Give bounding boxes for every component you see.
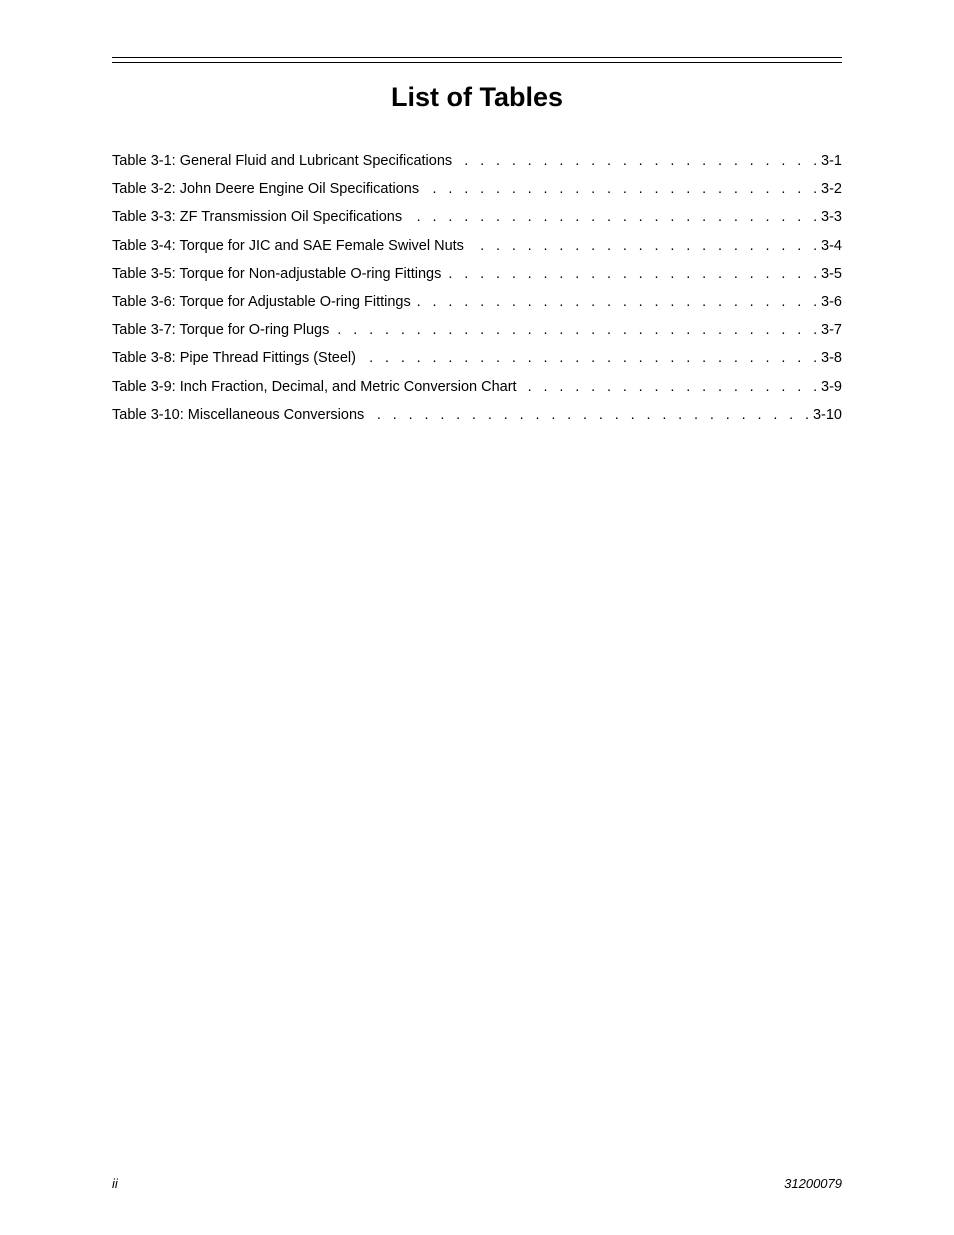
toc-entry[interactable] (112, 235, 842, 263)
dot-leader (415, 291, 821, 313)
dot-leader (456, 150, 821, 172)
toc-entry-page: 3-7 (821, 322, 842, 339)
footer-page-number: ii (112, 1176, 118, 1191)
toc-entry-label: Table 3-7: Torque for O-ring Plugs (112, 322, 330, 339)
footer-document-number: 31200079 (784, 1176, 842, 1191)
toc-entry-label: Table 3-2: John Deere Engine Oil Specifications (112, 181, 420, 198)
toc-entry-label: Table 3-9: Inch Fraction, Decimal, and Metric Conversion Chart (112, 378, 517, 395)
toc-entry-page: 3-6 (821, 293, 842, 310)
toc-entry-page: 3-1 (821, 153, 842, 169)
toc-entry[interactable] (112, 206, 842, 234)
toc-entry-label: Table 3-3: ZF Transmission Oil Specifications (112, 209, 403, 226)
toc-entry-page: 3-9 (821, 378, 842, 395)
toc-entry[interactable] (112, 263, 842, 291)
toc-entry-label: Table 3-6: Torque for Adjustable O-ring Fittings (112, 293, 411, 310)
dot-leader (445, 263, 821, 285)
toc-entry-label: Table 3-1: General Fluid and Lubricant Specifications (112, 153, 453, 169)
dot-leader (521, 376, 821, 398)
dot-leader (468, 235, 821, 257)
toc-entry-page: 3-2 (821, 181, 842, 198)
toc-entry[interactable] (112, 291, 842, 319)
toc-entry-page: 3-8 (821, 350, 842, 367)
toc-entry-page: 3-3 (821, 209, 842, 226)
header-rule-thin (112, 62, 842, 63)
dot-leader (360, 347, 821, 369)
toc-entry-label: Table 3-10: Miscellaneous Conversions (112, 406, 365, 423)
toc-entry-page: 3-10 (812, 406, 842, 423)
dot-leader (406, 206, 821, 228)
toc-entry[interactable] (112, 319, 842, 347)
toc-entry-label: Table 3-4: Torque for JIC and SAE Female Swivel Nuts (112, 237, 464, 254)
page-title: List of Tables (390, 82, 564, 112)
header-rule-thick (112, 57, 842, 58)
toc-entry-label: Table 3-5: Torque for Non-adjustable O-ring Fittings (112, 265, 442, 282)
dot-leader (368, 404, 813, 426)
dot-leader (333, 319, 821, 341)
toc-entry[interactable] (112, 376, 842, 404)
toc-entry[interactable] (112, 404, 842, 432)
toc-entry-label: Table 3-8: Pipe Thread Fittings (Steel) (112, 350, 356, 367)
toc-entry-page: 3-4 (821, 237, 842, 254)
toc-entry[interactable] (112, 178, 842, 206)
toc-entry[interactable] (112, 347, 842, 375)
toc-entry-page: 3-5 (821, 265, 842, 282)
dot-leader (423, 178, 821, 200)
toc-entry[interactable] (112, 150, 842, 178)
list-of-tables (112, 150, 842, 432)
